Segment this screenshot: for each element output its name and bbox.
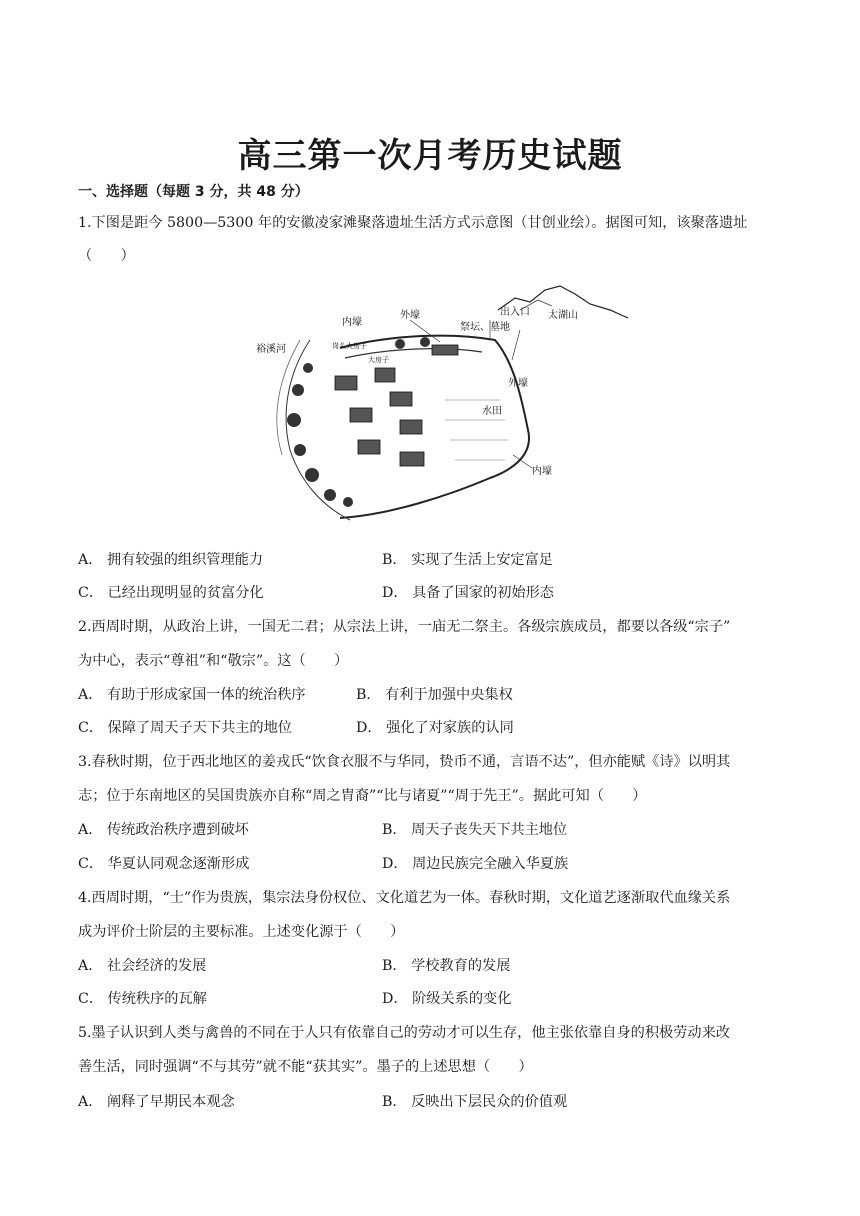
- label-wai-hao-right: 外壕: [508, 378, 528, 389]
- section-heading: 一、选择题（每题 3 分，共 48 分）: [78, 184, 309, 200]
- label-river: 裕溪河: [256, 344, 286, 355]
- label-mountain: 太湖山: [548, 310, 578, 321]
- house: [350, 408, 372, 422]
- q1-stem-line-2: （ ）: [78, 248, 135, 264]
- q2-option-a[interactable]: A． 有助于形成家国一体的统治秩序: [78, 687, 306, 703]
- page-title: 高三第一次月考历史试题: [237, 136, 623, 176]
- q2-option-d[interactable]: D． 强化了对家族的认同: [356, 720, 514, 736]
- settlement-figure: [250, 280, 630, 530]
- q4-stem-line-1: 4.西周时期，“士”作为贵族，集宗法身份权位、文化道艺为一体。春秋时期，文化道艺逐渐取代血缘关系: [78, 890, 731, 906]
- q4-option-a[interactable]: A． 社会经济的发展: [78, 958, 207, 974]
- q3-option-c[interactable]: C． 华夏认同观念逐渐形成: [78, 856, 250, 872]
- label-big-house-1: 岗头大房子: [332, 342, 367, 350]
- label-paddy: 水田: [482, 406, 502, 417]
- q4-option-c[interactable]: C． 传统秩序的瓦解: [78, 991, 207, 1007]
- q4-option-b[interactable]: B． 学校教育的发展: [382, 958, 511, 974]
- q2-stem-line-1: 2.西周时期，从政治上讲，一国无二君；从宗法上讲，一庙无二祭主。各级宗族成员，都要以各级“宗子”: [78, 619, 731, 635]
- q3-stem-line-2: 志；位于东南地区的吴国贵族亦自称“周之胄裔”“比与诸夏”“周于先王”。据此可知（ ）: [78, 788, 647, 804]
- q2-stem-line-2: 为中心，表示“尊祖”和“敬宗”。这（ ）: [78, 653, 349, 669]
- q3-stem-line-1: 3.春秋时期，位于西北地区的姜戎氏“饮食衣服不与华同，贽币不通，言语不达”，但亦能赋《诗》以明其: [78, 754, 731, 770]
- house: [335, 376, 357, 390]
- label-nei-hao-bottom: 内壕: [532, 466, 552, 477]
- house: [390, 392, 412, 406]
- house: [400, 452, 424, 466]
- q5-option-a[interactable]: A． 阐释了早期民本观念: [78, 1094, 235, 1110]
- q2-option-c[interactable]: C． 保障了周天子天下共主的地位: [78, 720, 292, 736]
- q4-stem-line-2: 成为评价士阶层的主要标准。上述变化源于（ ）: [78, 924, 405, 940]
- q1-option-a[interactable]: A． 拥有较强的组织管理能力: [78, 552, 264, 568]
- label-altar: 祭坛、墓地: [460, 322, 510, 333]
- label-big-house-2: 大房子: [368, 356, 389, 364]
- q5-stem-line-1: 5.墨子认识到人类与禽兽的不同在于人只有依靠自己的劳动才可以生存，他主张依靠自身的积极劳动来改: [78, 1025, 730, 1041]
- q5-option-b[interactable]: B． 反映出下层民众的价值观: [382, 1094, 568, 1110]
- label-entrance: 出入口: [500, 307, 530, 318]
- house: [432, 345, 458, 355]
- house: [400, 420, 422, 434]
- q3-option-a[interactable]: A． 传统政治秩序遭到破坏: [78, 822, 249, 838]
- q1-option-b[interactable]: B． 实现了生活上安定富足: [382, 552, 553, 568]
- inner-moat: [345, 349, 482, 358]
- q1-option-c[interactable]: C． 已经出现明显的贫富分化: [78, 585, 264, 601]
- q4-option-d[interactable]: D． 阶级关系的变化: [382, 991, 512, 1007]
- label-wai-hao-top: 外壕: [400, 310, 420, 321]
- house: [358, 440, 380, 454]
- house: [375, 368, 395, 382]
- q1-stem-line-1: 1.下图是距今 5800—5300 年的安徽凌家滩聚落遗址生活方式示意图（甘创业绘）。据图可知，该聚落遗址: [78, 215, 748, 231]
- q2-option-b[interactable]: B． 有利于加强中央集权: [356, 687, 513, 703]
- river: [286, 340, 350, 520]
- q5-stem-line-2: 善生活，同时强调“不与其劳”就不能“获其实”。墨子的上述思想（ ）: [78, 1059, 533, 1075]
- label-nei-hao-top: 内壕: [342, 317, 362, 328]
- q3-option-d[interactable]: D． 周边民族完全融入华夏族: [382, 856, 569, 872]
- q1-option-d[interactable]: D． 具备了国家的初始形态: [382, 585, 554, 601]
- q3-option-b[interactable]: B． 周天子丧失天下共主地位: [382, 822, 568, 838]
